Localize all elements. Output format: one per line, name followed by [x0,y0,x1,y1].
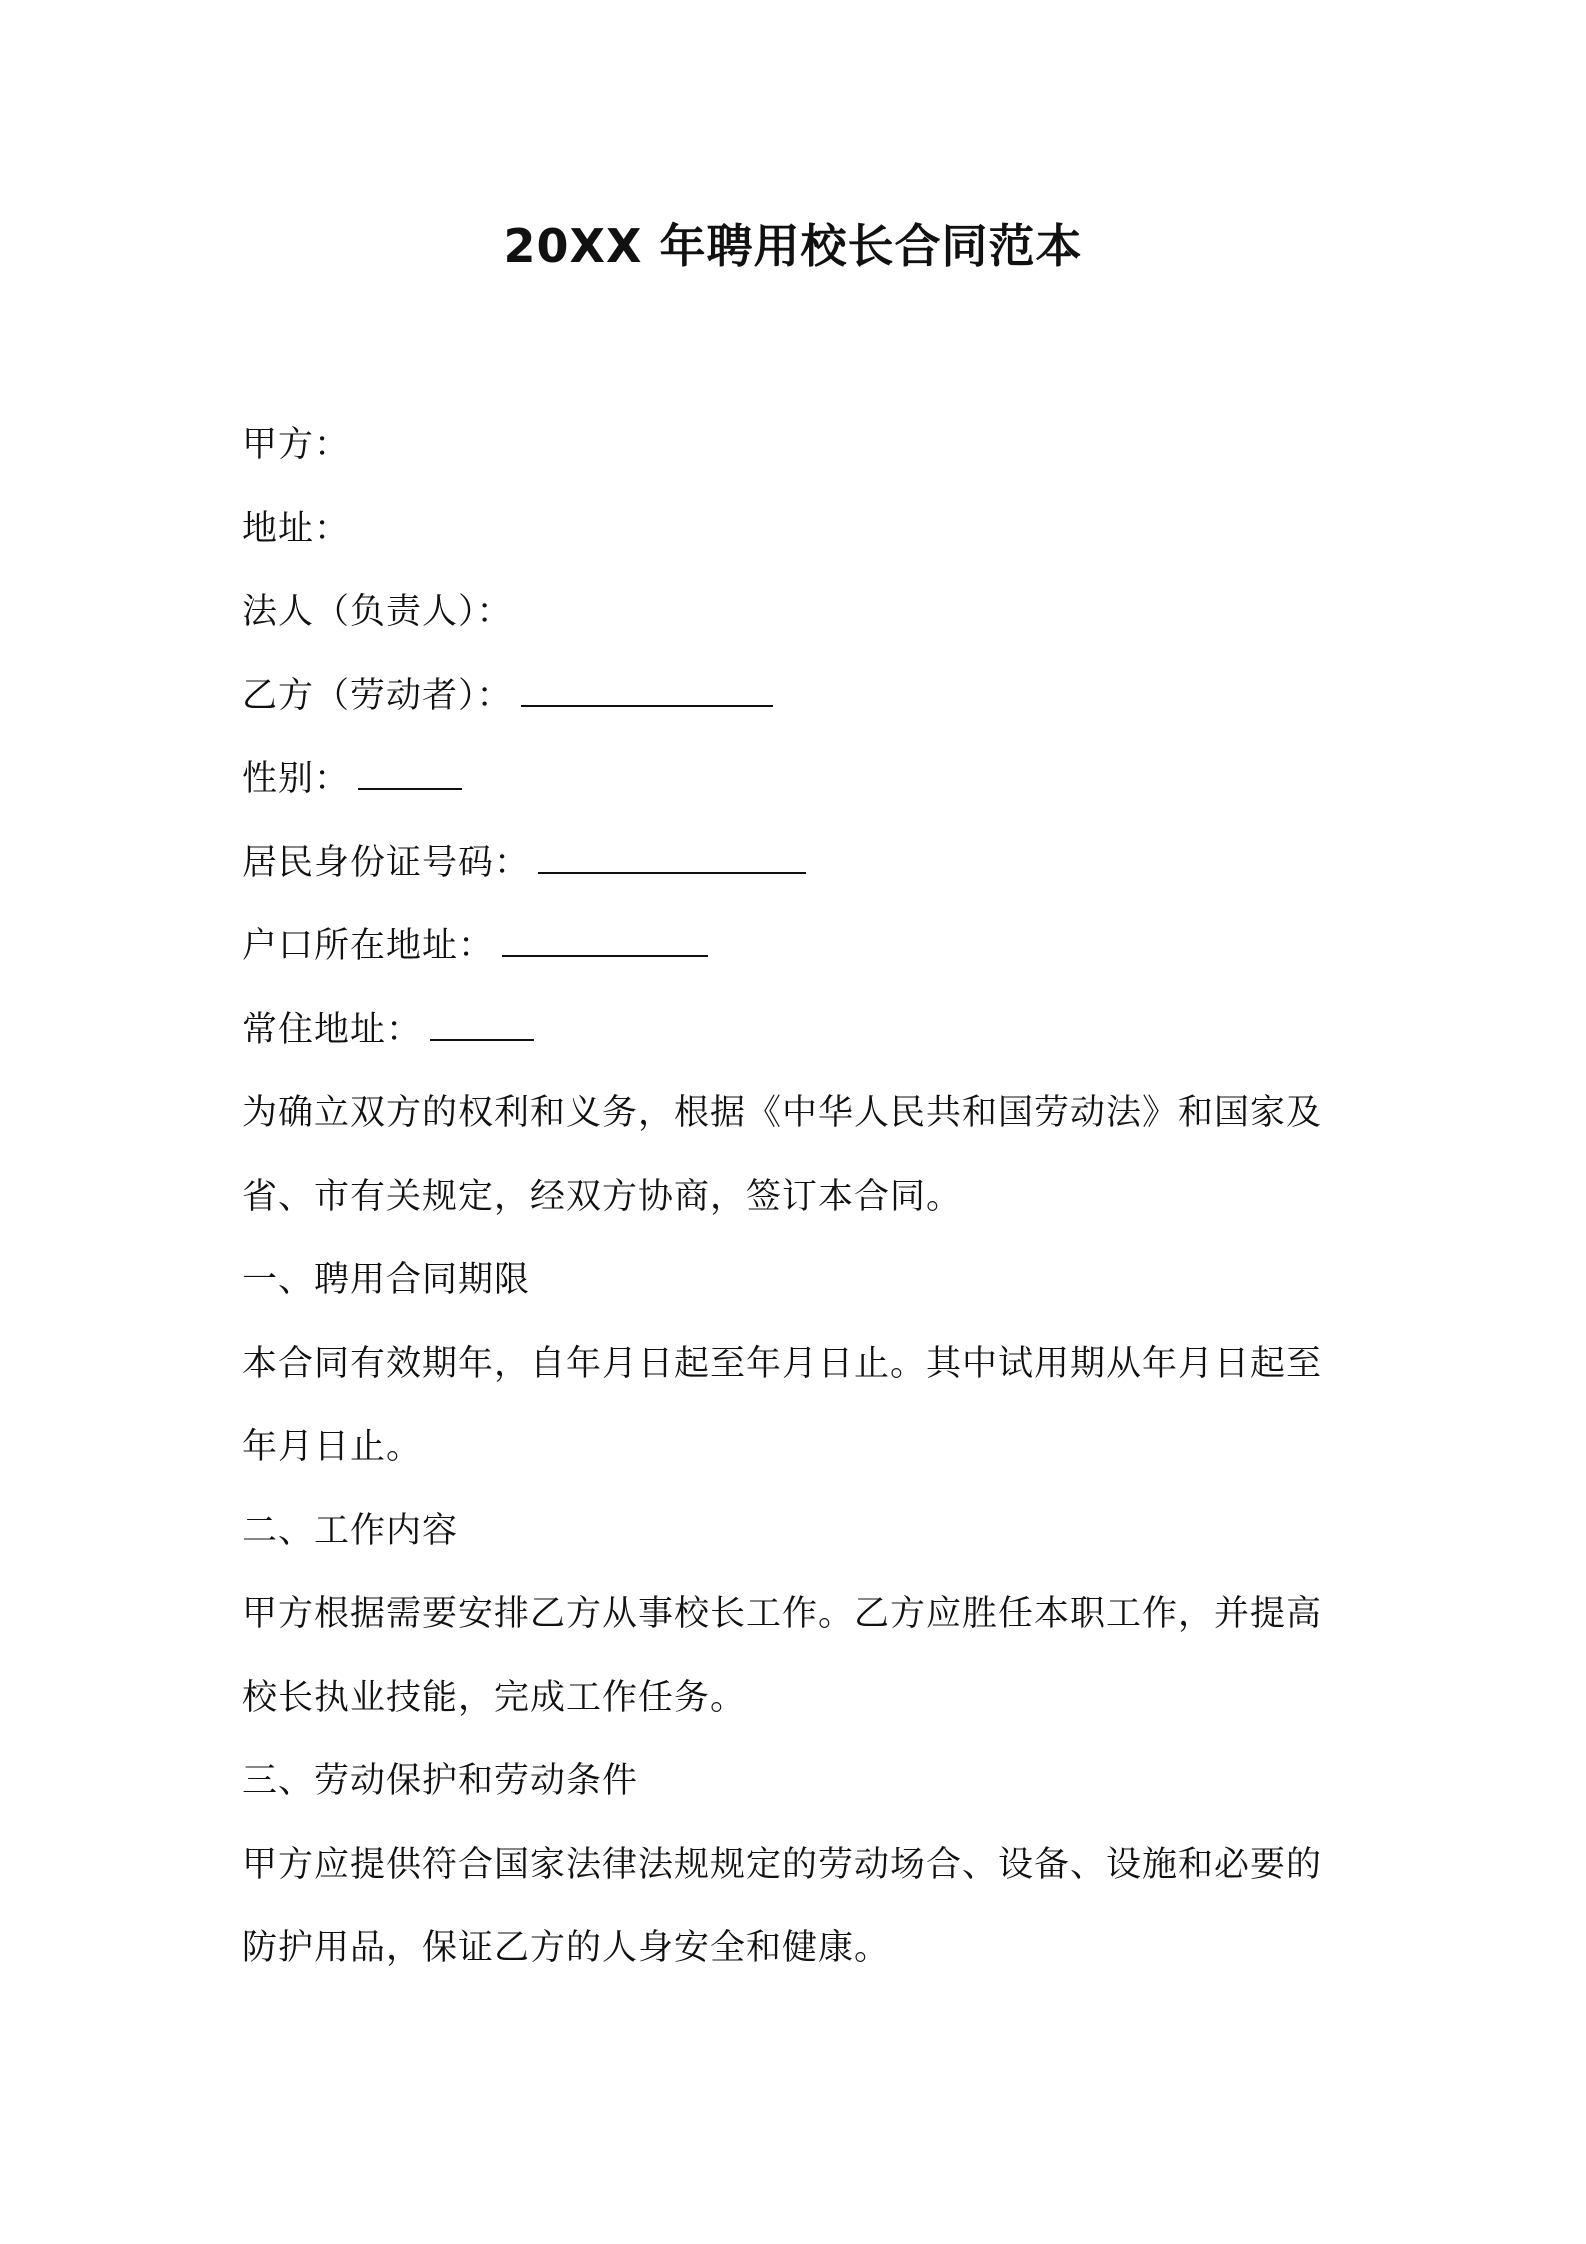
fill-in-blank [538,840,806,874]
field-label: 甲方： [242,425,351,465]
field-label: 乙方（劳动者）： [242,675,513,716]
section-text-line: 年月日止。 [242,1427,423,1467]
section-text-line: 甲方应提供符合国家法律法规规定的劳动场合、设备、设施和必要的 [242,1844,1323,1885]
field-label: 户口所在地址： [242,926,495,966]
fill-in-blank [521,673,773,707]
field-party-a [242,404,1352,488]
section-text-line: 校长执业技能，完成工作任务。 [242,1677,747,1718]
preamble-line: 省、市有关规定，经双方协商，签订本合同。 [242,1176,963,1217]
field-party-b [242,655,1352,739]
field-hukou-address [242,905,1352,989]
field-address [242,488,1352,572]
section-text-line: 甲方根据需要安排乙方从事校长工作。乙方应胜任本职工作，并提高 [242,1594,1323,1634]
fill-in-blank [358,756,462,790]
field-gender [242,738,1352,822]
section-text-line: 防护用品，保证乙方的人身安全和健康。 [242,1928,891,1968]
preamble-line: 为确立双方的权利和义务，根据《中华人民共和国劳动法》和国家及 [242,1093,1323,1133]
fill-in-blank [430,1007,534,1041]
field-legal-rep [242,571,1352,655]
field-residence [242,989,1352,1073]
field-label: 法人（负责人）： [242,592,513,632]
field-label: 性别： [242,759,351,799]
fill-in-blank [502,923,708,957]
document-title: 20XX 年聘用校长合同范本 [503,219,1083,273]
field-label: 常住地址： [242,1009,423,1050]
document-body [242,404,1352,1991]
section-text-line: 本合同有效期年，自年月日起至年月日止。其中试用期从年月日起至 [242,1343,1323,1384]
section-heading: 一、聘用合同期限 [242,1260,531,1300]
field-label: 居民身份证号码： [242,842,531,883]
field-label: 地址： [242,508,351,549]
section-heading: 二、工作内容 [242,1510,459,1551]
section-heading: 三、劳动保护和劳动条件 [242,1761,639,1801]
field-id-number [242,822,1352,906]
